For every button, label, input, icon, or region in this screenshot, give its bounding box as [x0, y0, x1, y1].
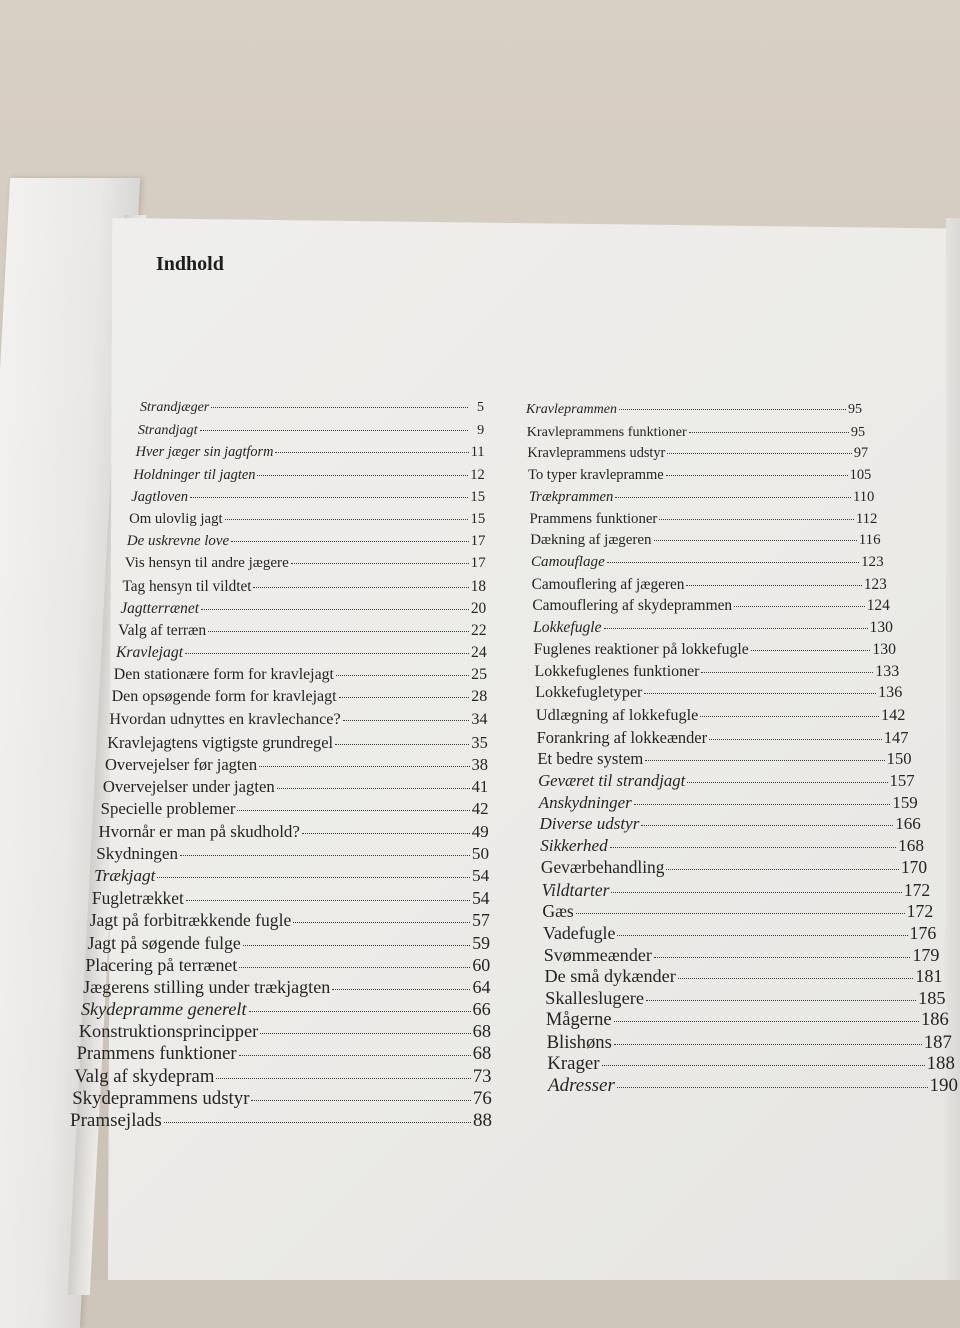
toc-entry	[123, 578, 487, 600]
toc-entry-page-number: 17	[470, 533, 486, 550]
toc-entry-title: Jagtloven	[131, 488, 189, 505]
toc-entry-page-number: 68	[472, 1021, 491, 1042]
toc-entry-title: Konstruktionsprincipper	[78, 1021, 259, 1042]
dot-leader	[237, 810, 469, 811]
toc-entry-title: Vildtarter	[541, 879, 610, 900]
toc-entry	[131, 489, 485, 511]
toc-entry	[94, 866, 489, 888]
page-title: Indhold	[156, 253, 224, 275]
toc-entry	[548, 1075, 958, 1097]
toc-entry-page-number: 168	[898, 836, 924, 856]
toc-entry-title: Den stationære form for kravlejagt	[113, 666, 334, 684]
toc-entry-title: Skydeprammens udstyr	[72, 1087, 250, 1109]
dot-leader	[260, 1033, 470, 1034]
dot-leader	[645, 760, 884, 761]
toc-entry-page-number: 57	[472, 910, 490, 931]
dot-leader	[576, 913, 905, 914]
dot-leader	[208, 631, 469, 632]
toc-entry-page-number: 25	[471, 666, 487, 684]
toc-entry	[539, 793, 918, 815]
toc-entry-page-number: 172	[903, 879, 931, 900]
toc-entry-page-number: 95	[850, 423, 866, 440]
dot-leader	[339, 697, 470, 698]
dot-leader	[689, 432, 849, 433]
toc-entry	[79, 1021, 491, 1043]
dot-leader	[666, 869, 899, 870]
toc-entry-title: Fugletrækket	[91, 888, 184, 909]
dot-leader	[277, 788, 470, 789]
toc-entry-title: Kravlejagtens vigtigste grundregel	[107, 732, 333, 752]
toc-entry-title: Svømmeænder	[543, 944, 652, 965]
toc-entry	[77, 1043, 492, 1065]
dot-leader	[634, 804, 891, 805]
toc-entry-page-number: 116	[858, 532, 881, 549]
toc-entry-page-number: 88	[473, 1110, 492, 1131]
dot-leader	[667, 453, 852, 454]
toc-entry-title: Anskydninger	[538, 792, 632, 812]
dot-leader	[615, 497, 851, 498]
toc-entry	[127, 533, 486, 555]
toc-entry-page-number: 38	[471, 755, 488, 774]
toc-entry	[535, 663, 900, 685]
toc-entry-page-number: 49	[471, 821, 489, 841]
toc-entry	[81, 999, 491, 1021]
toc-entry-title: Hvordan udnyttes en kravlechance?	[109, 710, 341, 728]
toc-entry	[547, 1032, 952, 1054]
toc-entry-title: Strandjagt	[137, 422, 198, 439]
dot-leader	[701, 672, 873, 673]
toc-entry-title: Valg af skydepram	[74, 1065, 215, 1087]
toc-entry	[116, 644, 487, 666]
toc-entry	[535, 684, 902, 706]
dot-leader	[231, 541, 469, 542]
toc-entry-title: Skalleslugere	[545, 988, 644, 1009]
toc-entry-page-number: 95	[848, 402, 862, 417]
toc-entry-page-number: 76	[472, 1087, 492, 1109]
toc-entry-title: Prammens funktioner	[529, 510, 658, 527]
dot-leader	[201, 609, 469, 610]
dot-leader	[654, 957, 911, 958]
dot-leader	[251, 1100, 470, 1101]
toc-entry-title: Camouflering af jægeren	[531, 575, 685, 593]
dot-leader	[617, 1087, 928, 1088]
toc-entry	[536, 706, 905, 728]
toc-entry	[543, 923, 936, 945]
toc-entry-page-number: 54	[472, 888, 490, 909]
toc-entry	[534, 641, 896, 663]
toc-entry	[530, 511, 878, 533]
toc-entry	[531, 554, 884, 576]
toc-entry	[140, 400, 484, 422]
toc-entry-title: Forankring af lokkeænder	[536, 727, 708, 747]
toc-entry-title: Jægerens stilling under trækjagten	[83, 976, 331, 997]
toc-entry-page-number: 42	[471, 799, 489, 819]
toc-entry-page-number: 170	[900, 857, 928, 877]
toc-entry-title: Prammens funktioner	[76, 1043, 237, 1065]
toc-entry-page-number: 179	[912, 944, 940, 965]
toc-entry	[107, 733, 488, 755]
toc-entry-title: Diverse udstyr	[539, 814, 640, 834]
dot-leader	[243, 945, 470, 946]
toc-entry-page-number: 172	[906, 901, 934, 922]
toc-entry-page-number: 15	[470, 488, 485, 505]
dot-leader	[211, 407, 468, 408]
toc-entry-page-number: 24	[471, 644, 487, 662]
toc-entry-page-number: 124	[866, 597, 890, 615]
toc-entry	[125, 555, 486, 577]
toc-entry-page-number: 112	[855, 510, 878, 527]
toc-entry	[528, 467, 871, 489]
toc-entry-title: Specielle problemer	[100, 799, 236, 819]
toc-entry	[532, 597, 889, 619]
dot-leader	[225, 519, 469, 520]
toc-entry-page-number: 64	[472, 976, 491, 997]
toc-entry-page-number: 28	[471, 688, 488, 706]
toc-entry-title: Trækprammen	[528, 488, 614, 505]
toc-entry-page-number: 181	[915, 966, 943, 987]
toc-entry-page-number: 105	[849, 467, 872, 484]
toc-entry	[527, 424, 865, 446]
toc-entry-title: Om ulovlig jagt	[129, 510, 223, 527]
toc-entry-title: Den opsøgende form for kravlejagt	[111, 688, 337, 706]
toc-entry-page-number: 18	[470, 577, 486, 595]
toc-entry-title: Trækjagt	[94, 865, 156, 885]
toc-entry	[547, 1053, 955, 1075]
toc-entry-page-number: 9	[477, 422, 485, 439]
dot-leader	[709, 739, 882, 740]
dot-leader	[291, 563, 469, 564]
dot-leader	[607, 562, 859, 563]
toc-entry-page-number: 123	[863, 575, 887, 593]
toc-entry-page-number: 17	[470, 555, 486, 572]
dot-leader	[646, 1000, 916, 1001]
toc-entry-page-number: 12	[470, 466, 485, 483]
toc-entry	[541, 858, 927, 880]
dot-leader	[302, 833, 470, 834]
toc-entry	[530, 532, 880, 554]
toc-entry-title: Kravlejagt	[115, 644, 184, 662]
toc-entry-title: Lokkefugletyper	[535, 684, 643, 702]
dot-leader	[332, 989, 470, 990]
toc-entry	[526, 402, 862, 424]
toc-entry-page-number: 123	[860, 553, 884, 570]
toc-entry	[85, 955, 490, 977]
toc-entry-title: Fuglenes reaktioner på lokkefugle	[533, 640, 749, 658]
toc-entry-title: Valg af terræn	[118, 621, 207, 639]
toc-entry	[544, 945, 940, 967]
toc-entry-page-number: 136	[878, 684, 903, 702]
dot-leader	[249, 1011, 471, 1012]
toc-entry	[109, 711, 487, 733]
dot-leader	[619, 409, 846, 410]
toc-entry	[539, 814, 920, 836]
dot-leader	[734, 606, 865, 607]
dot-leader	[164, 1122, 471, 1123]
dot-leader	[180, 855, 470, 856]
toc-entry	[118, 622, 486, 644]
dot-leader	[185, 653, 469, 654]
toc-entry	[537, 749, 911, 771]
toc-entry-title: Overvejelser under jagten	[102, 777, 275, 797]
toc-entry-page-number: 35	[471, 732, 488, 752]
toc-entry	[70, 1110, 492, 1132]
toc-entry	[532, 576, 887, 598]
toc-entry	[92, 888, 490, 910]
toc-entry	[133, 467, 484, 489]
toc-entry-title: Geværbehandling	[540, 857, 665, 877]
toc-entry-title: Pramsejlads	[70, 1110, 162, 1131]
dot-leader	[336, 675, 469, 676]
toc-entry-page-number: 34	[471, 710, 488, 728]
dot-leader	[614, 1044, 922, 1045]
toc-entry-page-number: 176	[909, 923, 937, 944]
dot-leader	[253, 587, 468, 588]
dot-leader	[293, 922, 470, 923]
toc-entry-page-number: 190	[929, 1075, 958, 1096]
toc-entry-title: Lokkefuglenes funktioner	[534, 662, 700, 680]
toc-entry-title: Camouflage	[530, 553, 605, 570]
dot-leader	[700, 716, 879, 717]
toc-entry-page-number: 50	[471, 843, 489, 863]
toc-entry-page-number: 97	[853, 445, 869, 462]
dot-leader	[602, 1065, 925, 1066]
toc-entry-title: Placering på terrænet	[85, 954, 238, 975]
toc-entry	[74, 1066, 491, 1088]
toc-entry	[72, 1088, 492, 1110]
toc-entry-title: Udlægning af lokkefugle	[535, 705, 699, 724]
toc-entry	[83, 977, 490, 999]
toc-entry-page-number: 54	[471, 865, 490, 885]
toc-entry-title: Dækning af jægeren	[530, 532, 652, 549]
toc-entry-page-number: 22	[470, 621, 487, 639]
toc-entry-page-number: 157	[889, 771, 915, 791]
toc-entry-title: Adresser	[548, 1075, 615, 1096]
dot-leader	[604, 628, 868, 629]
toc-entry-page-number: 142	[880, 705, 906, 724]
dot-leader	[666, 475, 848, 476]
dot-leader	[343, 720, 470, 721]
toc-entry	[105, 755, 488, 777]
dot-leader	[659, 519, 853, 520]
toc-entry-page-number: 147	[883, 727, 909, 747]
toc-entry-page-number: 73	[472, 1065, 492, 1087]
right-page-edge	[946, 218, 960, 1280]
toc-entry	[103, 777, 488, 799]
toc-entry-title: Mågerne	[545, 1009, 612, 1030]
toc-entry-title: Geværet til strandjagt	[538, 771, 686, 791]
toc-entry-title: Et bedre system	[537, 749, 644, 769]
toc-entry-title: Hvornår er man på skudhold?	[98, 821, 300, 841]
toc-entry-page-number: 5	[477, 400, 484, 415]
toc-entry	[545, 988, 945, 1010]
toc-entry	[537, 728, 909, 750]
toc-entry-page-number: 133	[875, 662, 900, 680]
dot-leader	[611, 892, 901, 893]
toc-entry-title: Lokkefugle	[533, 619, 602, 637]
dot-leader	[275, 452, 468, 453]
toc-entry	[138, 422, 484, 444]
toc-entry-page-number: 41	[471, 777, 489, 797]
dot-leader	[610, 847, 896, 848]
toc-entry-page-number: 159	[892, 792, 918, 812]
toc-entry	[527, 445, 868, 467]
dot-leader	[190, 497, 468, 498]
toc-entry-title: Skydepramme generelt	[80, 999, 247, 1020]
toc-entry	[546, 1010, 949, 1032]
toc-entry	[136, 444, 485, 466]
toc-entry-page-number: 68	[472, 1043, 492, 1065]
toc-entry-page-number: 60	[472, 954, 491, 975]
toc-entry-title: Overvejelser før jagten	[105, 755, 258, 774]
toc-entry-page-number: 130	[872, 640, 897, 658]
toc-entry-page-number: 130	[869, 619, 893, 637]
toc-entry-title: Hver jæger sin jagtform	[135, 444, 274, 461]
toc-entry-page-number: 59	[472, 932, 490, 953]
toc-entry-page-number: 188	[926, 1053, 955, 1075]
toc-entry-title: Strandjæger	[140, 400, 210, 415]
toc-entry-page-number: 110	[852, 488, 875, 505]
dot-leader	[687, 782, 887, 783]
dot-leader	[641, 825, 893, 826]
toc-entry-title: Camouflering af skydeprammen	[532, 597, 733, 615]
toc-entry-title: Jagt på forbitrækkende fugle	[89, 910, 292, 931]
toc-entry	[112, 688, 488, 710]
toc-entry-page-number: 150	[886, 749, 912, 769]
toc-entry-title: Vadefugle	[543, 923, 616, 944]
toc-entry-title: De små dykænder	[544, 966, 676, 987]
dot-leader	[239, 1055, 471, 1056]
toc-entry-title: Blishøns	[546, 1031, 612, 1053]
toc-entry-title: Gæs	[542, 901, 574, 922]
toc-entry	[98, 822, 488, 844]
toc-entry-title: Krager	[547, 1053, 600, 1075]
dot-leader	[186, 900, 470, 901]
dot-leader	[157, 877, 470, 878]
dot-leader	[617, 935, 907, 936]
dot-leader	[257, 475, 468, 476]
toc-entry-page-number: 186	[920, 1009, 949, 1030]
toc-entry-page-number: 166	[895, 814, 921, 834]
toc-entry	[538, 771, 915, 793]
toc-entry-title: Holdninger til jagten	[133, 466, 256, 483]
toc-entry-title: Tag hensyn til vildtet	[122, 577, 252, 595]
toc-entry	[540, 836, 924, 858]
toc-entry-title: Jagtterrænet	[120, 599, 199, 617]
dot-leader	[614, 1021, 919, 1022]
dot-leader	[259, 766, 469, 767]
dot-leader	[654, 540, 857, 541]
dot-leader	[239, 967, 470, 968]
dot-leader	[335, 744, 469, 745]
toc-entry	[101, 799, 489, 821]
toc-entry-title: To typer kravlepramme	[528, 467, 664, 484]
toc-entry-title: Kravleprammen	[526, 402, 617, 417]
toc-entry-page-number: 20	[470, 599, 487, 617]
toc-entry	[529, 489, 875, 511]
toc-entry	[129, 511, 485, 533]
toc-entry	[90, 910, 490, 932]
toc-entry	[114, 666, 487, 688]
dot-leader	[686, 585, 861, 586]
toc-entry-title: Kravleprammens udstyr	[527, 445, 666, 462]
toc-entry	[542, 880, 931, 902]
dot-leader	[216, 1078, 470, 1079]
toc-entry-title: Sikkerhed	[540, 836, 608, 856]
toc-entry-page-number: 66	[472, 999, 491, 1020]
toc-entry	[120, 600, 486, 622]
toc-entry-page-number: 185	[918, 988, 946, 1009]
toc-entry-title: Jagt på søgende fulge	[87, 932, 241, 953]
toc-entry-page-number: 15	[470, 510, 486, 527]
toc-entry-title: De uskrevne love	[126, 533, 230, 550]
dot-leader	[751, 650, 871, 651]
toc-entry-title: Kravleprammens funktioner	[526, 423, 687, 440]
toc-entry	[96, 844, 489, 866]
toc-entry	[544, 966, 942, 988]
toc-entry	[542, 901, 933, 923]
dot-leader	[200, 430, 469, 431]
toc-entry-title: Skydningen	[96, 843, 178, 863]
dot-leader	[678, 978, 913, 979]
toc-entry-page-number: 187	[923, 1031, 952, 1053]
toc-entry-page-number: 11	[470, 444, 485, 461]
dot-leader	[644, 693, 876, 694]
toc-entry	[533, 619, 893, 641]
toc-entry-title: Vis hensyn til andre jægere	[124, 555, 289, 572]
toc-entry	[88, 933, 491, 955]
